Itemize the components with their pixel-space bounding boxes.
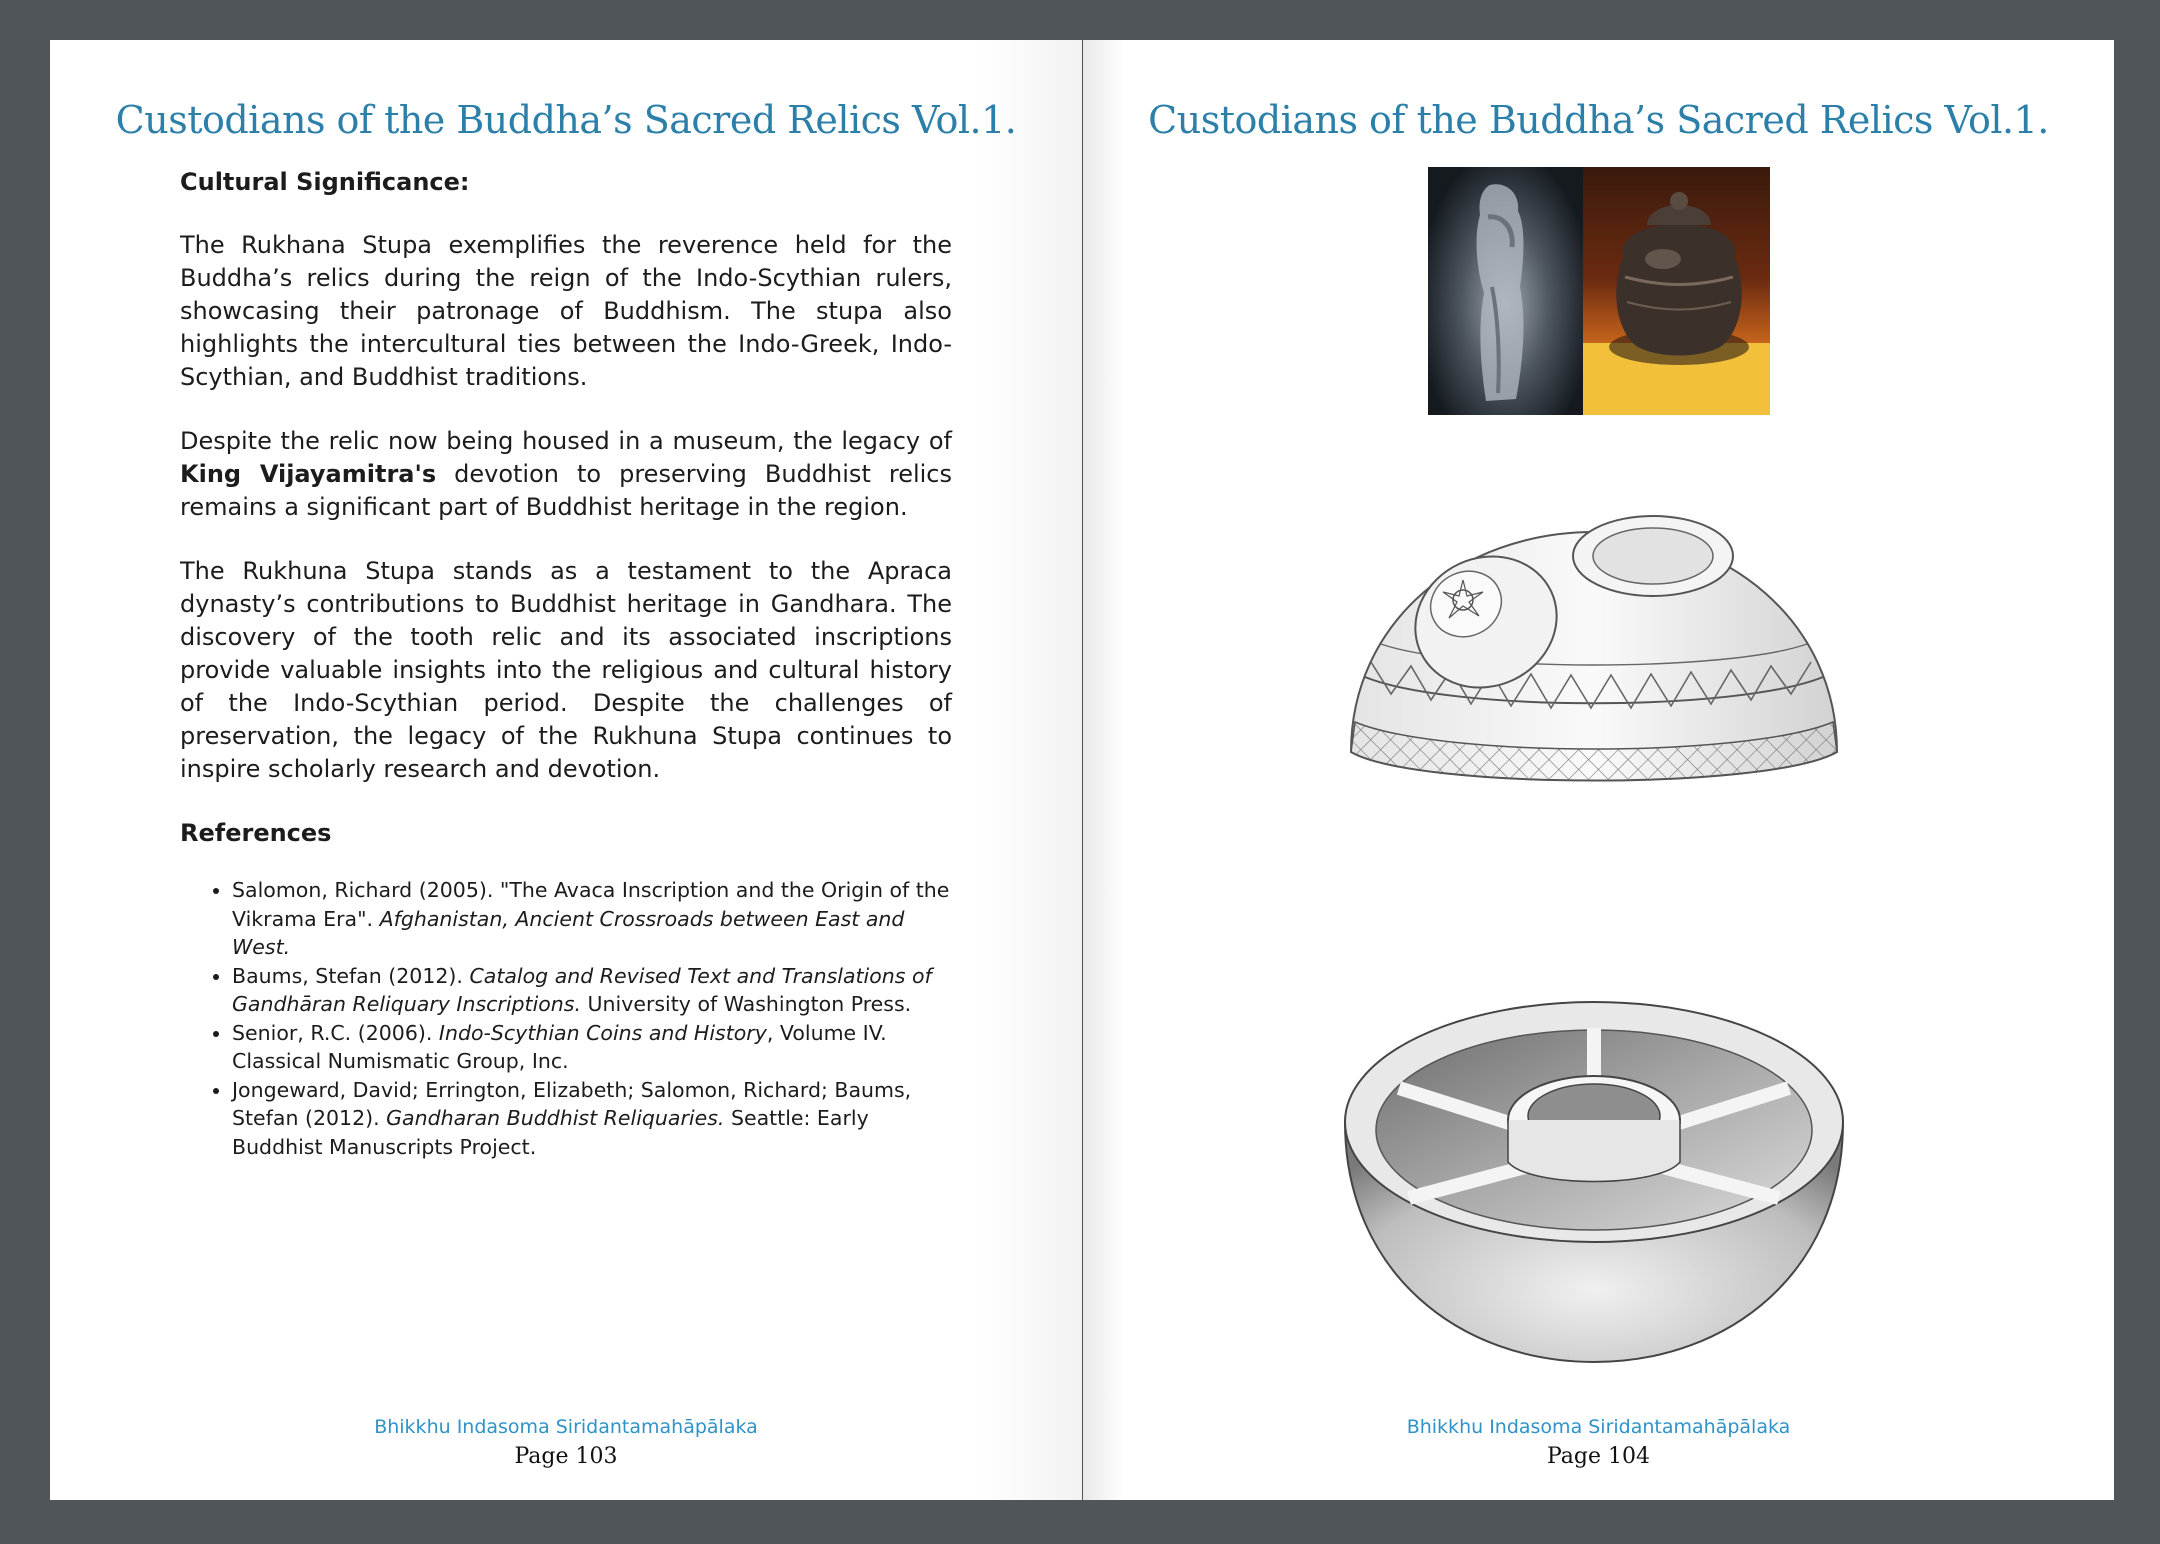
reference-item: • Salomon, Richard (2005). "The Avaca Inscription and the Origin of the Vikrama Era". Afghanistan, Ancient Crossroads between East and West. <box>232 876 952 962</box>
left-page <box>50 40 1082 1500</box>
relic-figure-photo <box>1428 167 1583 415</box>
relic-photo <box>1428 167 1770 415</box>
reliquary-jar-photo <box>1583 167 1770 415</box>
reliquary-lid-drawing <box>1341 472 1847 842</box>
section-heading: Cultural Significance: <box>180 168 470 196</box>
page-number: Page 104 <box>1546 1444 1651 1469</box>
footer-author: Bhikkhu Indasoma Siridantamahāpālaka <box>1406 1416 1791 1438</box>
reference-item: • Senior, R.C. (2006). Indo-Scythian Coins and History, Volume IV. Classical Numismatic Group, Inc. <box>232 1019 952 1076</box>
references-list <box>180 876 952 1161</box>
paragraph-3: The Rukhuna Stupa stands as a testament to the Apraca dynasty’s contributions to Buddhist heritage in Gandhara. The discovery of the tooth relic and its associated inscriptions provide valuable insights into the religious and cultural history of the Indo-Scythian period. Despite the challenges of preservation, the legacy of the Rukhuna Stupa continues to inspire scholarly research and devotion. <box>180 557 952 783</box>
bold-king-name: King Vijayamitra's <box>180 460 437 488</box>
running-title: Custodians of the Buddha’s Sacred Relics Vol.1. <box>115 98 1017 142</box>
page-number: Page 103 <box>514 1444 618 1469</box>
footer-author: Bhikkhu Indasoma Siridantamahāpālaka <box>374 1416 758 1438</box>
reference-item: • Jongeward, David; Errington, Elizabeth; Salomon, Richard; Baums, Stefan (2012). Gandharan Buddhist Reliquaries. Seattle: Early Buddhist Manuscripts Project. <box>232 1076 952 1162</box>
reliquary-compartments-drawing <box>1339 992 1849 1372</box>
body-text <box>180 166 952 1161</box>
reference-item: • Baums, Stefan (2012). Catalog and Revised Text and Translations of Gandhāran Reliquary Inscriptions. University of Washington Press. <box>232 962 952 1019</box>
running-title: Custodians of the Buddha’s Sacred Relics Vol.1. <box>1148 98 2049 142</box>
paragraph-1: The Rukhana Stupa exemplifies the reverence held for the Buddha’s relics during the reign of the Indo-Scythian rulers, showcasing their patronage of Buddhism. The stupa also highlights the intercultural ties between the Indo-Greek, Indo-Scythian, and Buddhist traditions. <box>180 231 952 391</box>
right-page <box>1083 40 2114 1500</box>
references-heading: References <box>180 819 332 847</box>
paragraph-2: Despite the relic now being housed in a museum, the legacy of King Vijayamitra's devotion to preserving Buddhist relics remains a significant part of Buddhist heritage in the region. <box>180 427 953 521</box>
